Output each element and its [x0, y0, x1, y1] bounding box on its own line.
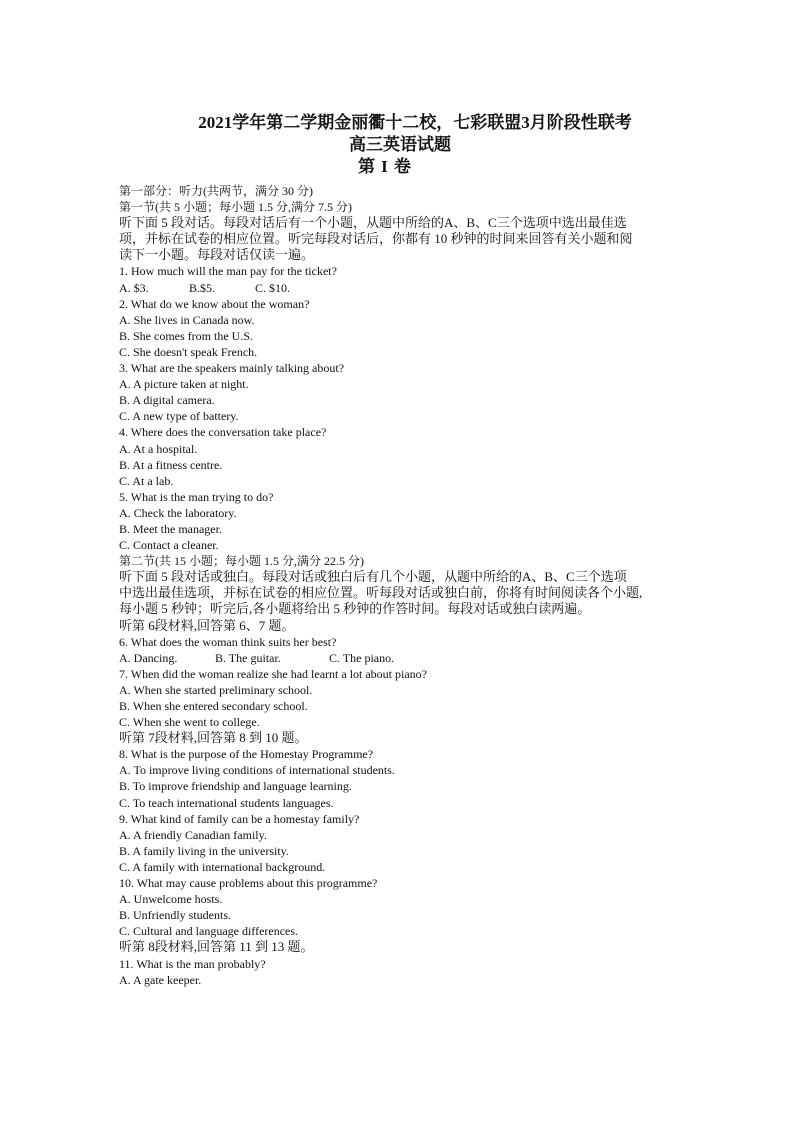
title-block: [0, 112, 794, 178]
question-2-option-a: A. She lives in Canada now.: [119, 312, 255, 327]
section2-instructions-3: 每小题 5 秒钟；听完后,各小题将给出 5 秒钟的作答时间。每段对话或独白读两遍。: [119, 601, 591, 617]
question-1: 1. How much will the man pay for the ticket?: [119, 264, 337, 279]
volume-label: 第 I 卷: [357, 157, 413, 176]
question-8: 8. What is the purpose of the Homestay Programme?: [119, 747, 374, 762]
section2-instructions-2: 中选出最佳选项，并标在试卷的相应位置。听每段对话或独白前，你将有时间阅读各个小题,: [119, 585, 643, 601]
question-7-option-c: C. When she went to college.: [119, 715, 260, 730]
option-b: B. The guitar.: [215, 650, 281, 665]
question-4-option-c: C. At a lab.: [119, 473, 174, 488]
section1-instructions-2: 项，并标在试卷的相应位置。听完每段对话后，你都有 10 秒钟的时间来回答有关小题和阅: [119, 231, 633, 247]
question-8-option-b: B. To improve friendship and language learning.: [119, 779, 352, 794]
question-9-option-a: A. A friendly Canadian family.: [119, 827, 267, 842]
question-8-option-a: A. To improve living conditions of international students.: [119, 763, 395, 778]
question-10-option-c: C. Cultural and language differences.: [119, 924, 299, 939]
question-3-option-a: A. A picture taken at night.: [119, 377, 249, 392]
material-8-heading: 听第 8段材料,回答第 11 到 13 题。: [119, 939, 314, 955]
question-11-option-a: A. A gate keeper.: [119, 972, 202, 987]
question-5-option-c: C. Contact a cleaner.: [119, 538, 219, 553]
section1-heading: 第一节(共 5 小题；每小题 1.5 分,满分 7.5 分): [119, 200, 352, 215]
option-b: B.$5.: [189, 280, 216, 295]
option-c: C. The piano.: [329, 650, 395, 665]
part1-heading: 第一部分：听力(共两节，满分 30 分): [119, 184, 313, 198]
question-8-option-c: C. To teach international students languages.: [119, 795, 334, 810]
option-c: C. $10.: [255, 280, 291, 295]
section1-instructions-3: 读下一小题。每段对话仅读一遍。: [119, 247, 315, 263]
material-6-heading: 听第 6段材料,回答第 6、7 题。: [119, 617, 295, 633]
option-a: A. $3.: [119, 280, 149, 295]
question-2: 2. What do we know about the woman?: [119, 296, 310, 311]
question-2-option-b: B. She comes from the U.S.: [119, 328, 253, 343]
exam-subtitle: 高三英语试题: [349, 135, 451, 154]
question-4-option-b: B. At a fitness centre.: [119, 457, 223, 472]
question-7-option-b: B. When she entered secondary school.: [119, 699, 308, 713]
question-5: 5. What is the man trying to do?: [119, 489, 274, 504]
question-5-option-b: B. Meet the manager.: [119, 521, 222, 536]
question-4-option-a: A. At a hospital.: [119, 441, 198, 456]
question-7: 7. When did the woman realize she had learnt a lot about piano?: [119, 666, 428, 681]
question-9: 9. What kind of family can be a homestay family?: [119, 811, 360, 826]
question-9-option-b: B. A family living in the university.: [119, 843, 289, 858]
section2-instructions-1: 听下面 5 段对话或独白。每段对话或独白后有几个小题，从题中所给的A、B、C三个选项: [119, 569, 627, 585]
question-9-option-c: C. A family with international background.: [119, 859, 326, 874]
question-3-option-c: C. A new type of battery.: [119, 409, 239, 424]
question-4: 4. Where does the conversation take place?: [119, 425, 327, 440]
question-6-options: [119, 650, 689, 666]
question-7-option-a: A. When she started preliminary school.: [119, 682, 313, 697]
option-a: A. Dancing.: [119, 650, 178, 665]
exam-body: [119, 183, 689, 988]
question-10: 10. What may cause problems about this programme?: [119, 876, 378, 891]
exam-title: 2021学年第二学期金丽衢十二校，七彩联盟3月阶段性联考: [198, 113, 632, 132]
question-3-option-b: B. A digital camera.: [119, 393, 215, 408]
section2-heading: 第二节(共 15 小题；每小题 1.5 分,满分 22.5 分): [119, 554, 364, 569]
question-6: 6. What does the woman think suits her best?: [119, 634, 337, 649]
material-7-heading: 听第 7段材料,回答第 8 到 10 题。: [119, 730, 308, 746]
section1-instructions-1: 听下面 5 段对话。每段对话后有一个小题，从题中所给的A、B、C三个选项中选出最佳选: [119, 215, 627, 231]
question-10-option-a: A. Unwelcome hosts.: [119, 892, 223, 907]
question-11: 11. What is the man probably?: [119, 956, 266, 971]
question-5-option-a: A. Check the laboratory.: [119, 505, 237, 520]
question-2-option-c: C. She doesn't speak French.: [119, 344, 258, 359]
question-3: 3. What are the speakers mainly talking about?: [119, 361, 345, 376]
question-1-options: [119, 280, 689, 296]
question-10-option-b: B. Unfriendly students.: [119, 908, 231, 923]
